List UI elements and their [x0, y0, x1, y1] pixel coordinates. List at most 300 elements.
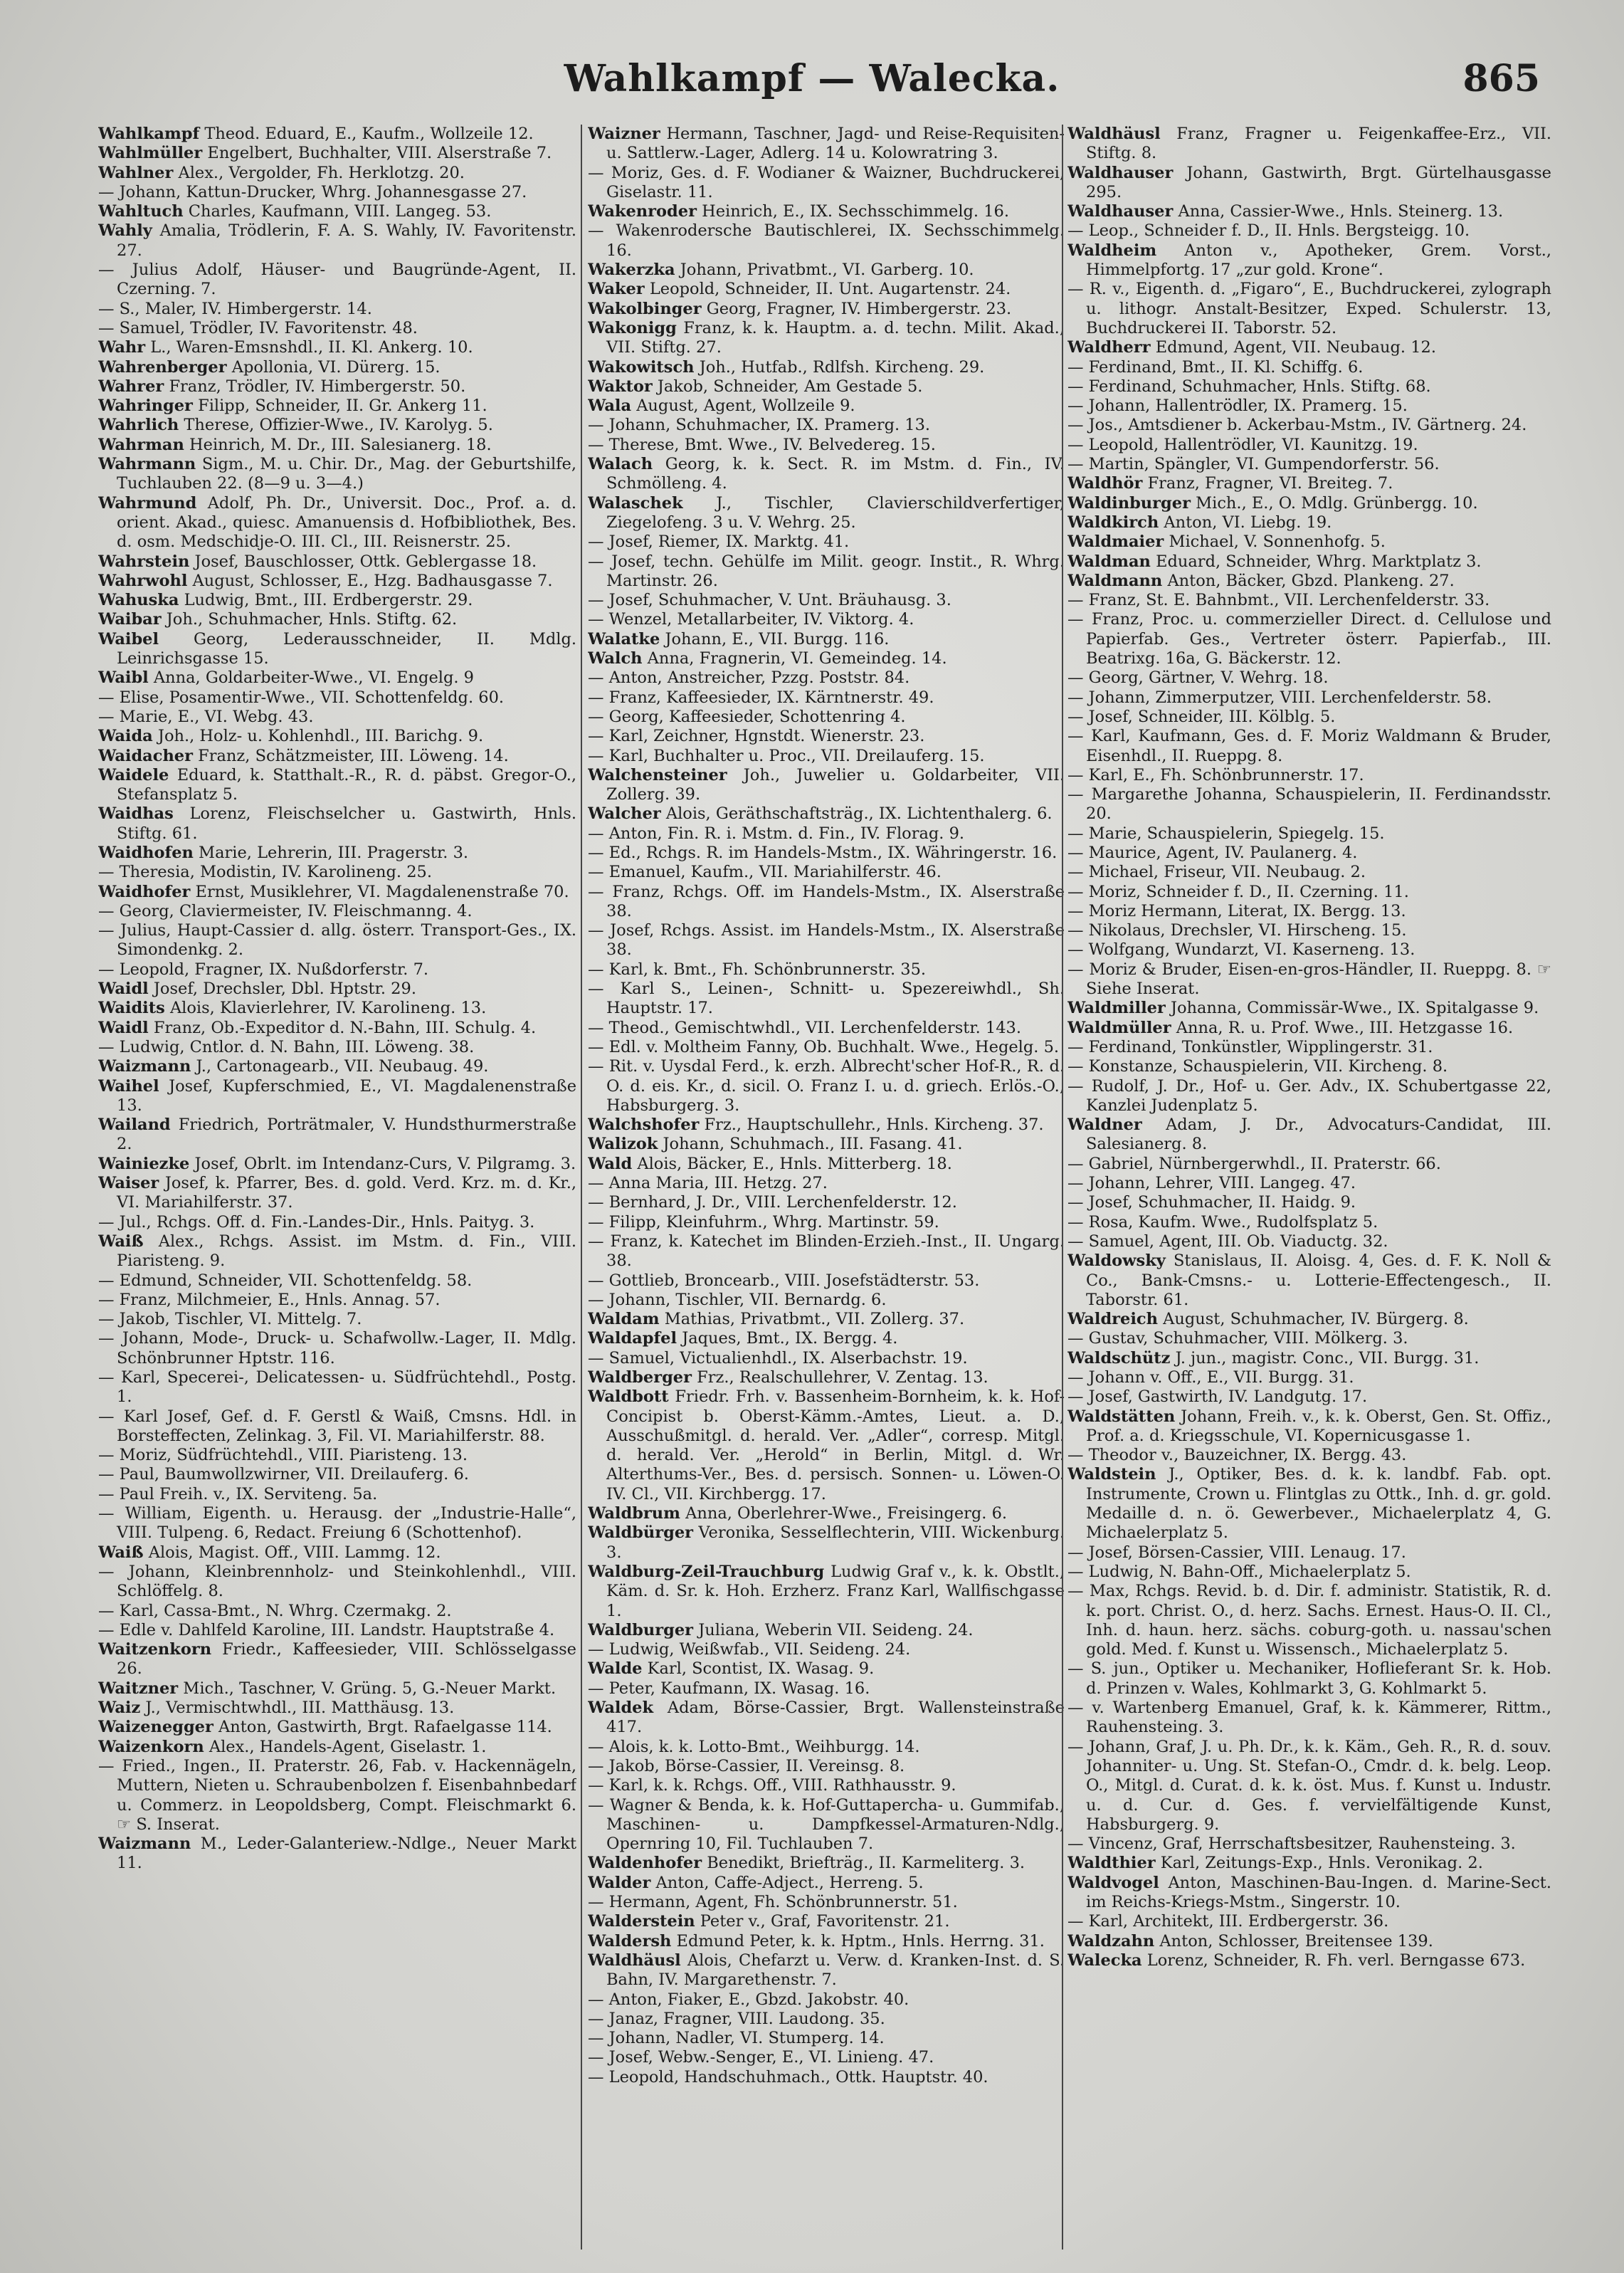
directory-entry — [588, 1912, 1065, 1931]
entry-details: Stanislaus, II. Aloisg. 4, Ges. d. F. K. Noll & Co., Bank-Cmsns.- u. Lotterie-Effectengesch., II. Taborstr. 61. — [1086, 1251, 1551, 1309]
entry-details: Josef, k. Pfarrer, Bes. d. gold. Verd. Krz. m. d. Kr., VI. Mariahilferstr. 37. — [117, 1174, 576, 1212]
directory-entry — [1067, 552, 1551, 572]
entry-details: — William, Eigenth. u. Herausg. der „Industrie-Halle“, VIII. Tulpeng. 6, Redact. Freiung 6 (Schottenhof). — [98, 1504, 576, 1543]
directory-entry — [98, 1291, 576, 1310]
page-number: 865 — [1462, 57, 1540, 100]
entry-surname: Waldbrum — [588, 1504, 680, 1523]
entry-details: — S. jun., Optiker u. Mechaniker, Hoflieferant Sr. k. Hob. d. Prinzen v. Wales, Kohlmarkt 3, G. Kohlmarkt 5. — [1067, 1659, 1551, 1698]
directory-entry — [98, 125, 576, 144]
entry-details: — Johann, Graf, J. u. Ph. Dr., k. k. Käm., Geh. R., R. d. souv. Johanniter- u. Ung. St. Stefan-O., Cmdr. d. k. belg. Leop. O., Mitgl. d. Curat. d. k. k. öst. Mus. f. Kunst u. Industr. u. d. Cur. d. Ges. f. vervielfältigende Kunst, Habsburgerg. 9. — [1067, 1737, 1551, 1834]
entry-details: — Ferdinand, Bmt., II. Kl. Schiffg. 6. — [1067, 357, 1364, 377]
directory-entry — [1067, 1232, 1551, 1251]
entry-surname: Waldhäusl — [588, 1951, 681, 1970]
entry-surname: Wakowitsch — [588, 357, 695, 377]
directory-entry — [588, 747, 1065, 766]
entry-surname: Walach — [588, 455, 653, 474]
directory-entry — [1067, 1174, 1551, 1193]
page-title: Wahlkampf — Walecka. — [564, 57, 1060, 100]
directory-entry — [1067, 863, 1551, 882]
entry-details: — Johann, Lehrer, VIII. Langeg. 47. — [1067, 1174, 1356, 1193]
entry-details: Adolf, Ph. Dr., Universit. Doc., Prof. a. d. orient. Akad., quiesc. Amanuensis d. Hofbibliothek, Bes. d. osm. Medschidje-O. III. Cl., III. Reisnerstr. 25. — [117, 493, 576, 552]
entry-surname: Waidacher — [98, 746, 193, 765]
directory-entry — [1067, 474, 1551, 493]
entry-details: — Anton, Fiaker, E., Gbzd. Jakobstr. 40. — [588, 1990, 909, 2009]
entry-details: Karl, Zeitungs-Exp., Hnls. Veronikag. 2. — [1160, 1854, 1483, 1873]
directory-entry — [588, 1640, 1065, 1659]
directory-entry — [588, 1115, 1065, 1135]
entry-details: — Josef, Rchgs. Assist. im Handels-Mstm., IX. Alserstraße 38. — [588, 921, 1065, 960]
entry-details: Anton, Caffe-Adject., Herreng. 5. — [655, 1873, 924, 1892]
directory-entry — [1067, 1465, 1551, 1543]
entry-details: Josef, Bauschlosser, Ottk. Geblergasse 18. — [194, 552, 537, 571]
entry-details: — Rosa, Kaufm. Wwe., Rudolfsplatz 5. — [1067, 1212, 1378, 1232]
entry-details: — Johann, Zimmerputzer, VIII. Lerchenfelderstr. 58. — [1067, 688, 1492, 707]
entry-surname: Walder — [588, 1873, 651, 1892]
entry-surname: Wahly — [98, 221, 152, 241]
directory-entry — [98, 416, 576, 435]
entry-surname: Waldberger — [588, 1368, 692, 1387]
entry-details: — Martin, Spängler, VI. Gumpendorferstr. 56. — [1067, 455, 1440, 474]
entry-surname: Wahr — [98, 338, 146, 357]
directory-entry — [98, 261, 576, 300]
entry-details: — Filipp, Kleinfuhrm., Whrg. Martinstr. 59. — [588, 1212, 939, 1232]
entry-details: — Johann, Kattun-Drucker, Whrg. Johannesgasse 27. — [98, 182, 527, 201]
directory-entry — [1067, 1329, 1551, 1348]
directory-entry — [1067, 708, 1551, 727]
entry-details: — Maurice, Agent, IV. Paulanerg. 4. — [1067, 843, 1358, 862]
entry-details: Anton, Maschinen-Bau-Ingen. d. Marine-Sect. im Reichs-Kriegs-Mstm., Singerstr. 10. — [1086, 1873, 1551, 1912]
directory-entry — [98, 183, 576, 202]
entry-surname: Waldhauser — [1067, 202, 1174, 221]
directory-entry — [1067, 1912, 1551, 1931]
entry-details: — Ferdinand, Schuhmacher, Hnls. Stiftg. 68. — [1067, 377, 1431, 396]
entry-surname: Waldhör — [1067, 474, 1143, 493]
directory-entry — [98, 358, 576, 377]
entry-details: — v. Wartenberg Emanuel, Graf, k. k. Kämmerer, Rittm., Rauhensteing. 3. — [1067, 1699, 1551, 1737]
entry-surname: Waldthier — [1067, 1854, 1156, 1873]
entry-details: Veronika, Sesselflechterin, VIII. Wickenburg. 3. — [606, 1523, 1065, 1562]
entry-details: — Karl, Buchhalter u. Proc., VII. Dreilauferg. 15. — [588, 746, 985, 765]
directory-entry — [588, 1232, 1065, 1271]
directory-entry — [98, 1465, 576, 1484]
directory-entry — [588, 1038, 1065, 1057]
entry-surname: Waizenegger — [98, 1718, 213, 1737]
directory-entry — [98, 1718, 576, 1737]
directory-entry — [98, 688, 576, 708]
directory-entry — [1067, 844, 1551, 863]
directory-entry — [588, 1679, 1065, 1699]
directory-entry — [588, 532, 1065, 552]
entry-details: Charles, Kaufmann, VIII. Langeg. 53. — [188, 202, 492, 221]
entry-surname: Wala — [588, 397, 632, 416]
directory-entry — [98, 397, 576, 416]
directory-entry — [588, 397, 1065, 416]
directory-entry — [1067, 1387, 1551, 1407]
entry-details: — Julius, Haupt-Cassier d. allg. österr. Transport-Ges., IX. Simondenkg. 2. — [98, 921, 576, 960]
entry-details: August, Schlosser, E., Hzg. Badhausgasse 7. — [192, 571, 553, 590]
entry-details: — Edle v. Dahlfeld Karoline, III. Landstr. Hauptstraße 4. — [98, 1620, 555, 1639]
entry-details: — Fried., Ingen., II. Praterstr. 26, Fab. v. Hackennägeln, Muttern, Nieten u. Schraubenbolzen f. Eisenbahnbedarf u. Commerz. in Leopoldsberg, Compt. Fleischmarkt 6. ☞ S. Inserat. — [98, 1756, 576, 1834]
directory-entry — [588, 1504, 1065, 1523]
directory-entry — [588, 125, 1065, 164]
entry-details: Mich., E., O. Mdlg. Grünbergg. 10. — [1196, 493, 1478, 513]
entry-surname: Waldman — [1067, 552, 1151, 571]
directory-entry — [98, 960, 576, 980]
entry-details: — Karl, Architekt, III. Erdbergerstr. 36. — [1067, 1912, 1389, 1931]
entry-details: — Josef, techn. Gehülfe im Milit. geogr. Instit., R. Whrg. Martinstr. 26. — [588, 552, 1065, 590]
directory-entry — [1067, 164, 1551, 203]
entry-details: — Therese, Bmt. Wwe., IV. Belvedereg. 15. — [588, 435, 936, 454]
directory-entry — [98, 221, 576, 261]
entry-details: — Michael, Friseur, VII. Neubaug. 2. — [1067, 863, 1366, 882]
entry-details: J., Optiker, Bes. d. k. k. landbf. Fab. opt. Instrumente, Crown u. Flintglas zu Ottk., Inh. d. gr. gold. Medaille d. n. ö. Gewerbever., Michaelerplatz 4, G. Michaelerplatz 5. — [1086, 1465, 1551, 1543]
entry-details: — Theresia, Modistin, IV. Karolineng. 25. — [98, 863, 432, 882]
entry-details: — Leopold, Hallentrödler, VI. Kaunitzg. 19. — [1067, 435, 1418, 454]
entry-details: Friedrich, Porträtmaler, V. Hundsthurmerstraße 2. — [117, 1115, 576, 1154]
entry-details: — Johann, Nadler, VI. Stumperg. 14. — [588, 2029, 885, 2048]
entry-details: — Karl S., Leinen-, Schnitt- u. Spezereiwhdl., Sh. Hauptstr. 17. — [588, 980, 1065, 1018]
entry-surname: Waldherr — [1067, 338, 1151, 357]
entry-details: Frz., Hauptschullehr., Hnls. Kircheng. 37. — [704, 1115, 1044, 1135]
directory-entry — [588, 844, 1065, 863]
entry-surname: Waldenhofer — [588, 1854, 702, 1873]
directory-entry — [98, 436, 576, 455]
entry-details: — Moriz, Ges. d. F. Wodianer & Waizner, Buchdruckerei, Giselastr. 11. — [588, 163, 1065, 201]
directory-entry — [98, 804, 576, 844]
directory-entry — [588, 202, 1065, 221]
entry-details: Alex., Vergolder, Fh. Herklotzg. 20. — [178, 163, 465, 182]
directory-entry — [1067, 940, 1551, 960]
directory-entry — [1067, 1193, 1551, 1212]
directory-entry — [98, 1699, 576, 1718]
entry-details: — Nikolaus, Drechsler, VI. Hirscheng. 15. — [1067, 921, 1407, 940]
entry-details: Mathias, Privatbmt., VII. Zollerg. 37. — [664, 1310, 965, 1329]
entry-details: Sigm., M. u. Chir. Dr., Mag. der Geburtshilfe, Tuchlauben 22. (8—9 u. 3—4.) — [117, 455, 576, 493]
entry-details: — Rudolf, J. Dr., Hof- u. Ger. Adv., IX. Schubertgasse 22, Kanzlei Judenplatz 5. — [1067, 1076, 1551, 1115]
directory-entry — [98, 863, 576, 882]
directory-entry — [588, 1193, 1065, 1212]
entry-details: — Moriz Hermann, Literat, IX. Bergg. 13. — [1067, 901, 1406, 920]
directory-entry — [98, 1038, 576, 1057]
directory-entry — [98, 319, 576, 338]
directory-entry — [588, 1990, 1065, 2010]
directory-entry — [588, 1329, 1065, 1348]
directory-entry — [98, 1271, 576, 1291]
directory-entry — [1067, 1874, 1551, 1913]
directory-entry — [98, 572, 576, 591]
entry-details: — Anna Maria, III. Hetzg. 27. — [588, 1174, 828, 1193]
entry-details: Ernst, Musiklehrer, VI. Magdalenenstraße 70. — [195, 882, 569, 901]
entry-surname: Waldmann — [1067, 571, 1163, 590]
entry-details: Hermann, Taschner, Jagd- und Reise-Requisiten- u. Sattlerw.-Lager, Adlerg. 14 u. Kolowratring 3. — [606, 125, 1065, 163]
entry-details: Anton, Gastwirth, Brgt. Rafaelgasse 114. — [218, 1718, 552, 1737]
entry-details: Therese, Offizier-Wwe., IV. Karolyg. 5. — [184, 416, 493, 435]
directory-entry — [1067, 766, 1551, 785]
entry-surname: Wahlner — [98, 163, 174, 182]
entry-details: Anton v., Apotheker, Grem. Vorst., Himmelpfortg. 17 „zur gold. Krone“. — [1086, 241, 1551, 280]
directory-entry — [1067, 727, 1551, 766]
entry-surname: Waldmüller — [1067, 1018, 1171, 1037]
entry-details: — Bernhard, J. Dr., VIII. Lerchenfelderstr. 12. — [588, 1193, 957, 1212]
directory-entry — [98, 1368, 576, 1407]
directory-entry — [98, 1329, 576, 1368]
entry-surname: Waibl — [98, 668, 149, 688]
directory-entry — [98, 1504, 576, 1543]
entry-details: Alois, Klavierlehrer, IV. Karolineng. 13. — [169, 999, 487, 1018]
directory-entry — [98, 377, 576, 397]
entry-details: — Karl, E., Fh. Schönbrunnerstr. 17. — [1067, 765, 1364, 784]
entry-details: — Gustav, Schuhmacher, VIII. Mölkerg. 3. — [1067, 1329, 1408, 1348]
entry-details: — Karl, Cassa-Bmt., N. Whrg. Czermakg. 2. — [98, 1601, 452, 1620]
entry-surname: Waldinburger — [1067, 493, 1191, 513]
directory-entry — [98, 1213, 576, 1232]
entry-surname: Wakolbinger — [588, 299, 702, 318]
directory-entry — [1067, 1834, 1551, 1854]
entry-surname: Waidhofer — [98, 882, 191, 901]
directory-entry — [1067, 1251, 1551, 1310]
entry-surname: Waktor — [588, 377, 653, 396]
entry-surname: Wahlmüller — [98, 144, 203, 163]
directory-entry — [98, 766, 576, 805]
entry-details: Heinrich, E., IX. Sechsschimmelg. 16. — [702, 202, 1010, 221]
entry-details: — Georg, Kaffeesieder, Schottenring 4. — [588, 707, 906, 726]
directory-entry — [588, 708, 1065, 727]
directory-entry — [588, 1271, 1065, 1291]
entry-surname: Walizok — [588, 1135, 658, 1154]
entry-details: J., Cartonagearb., VII. Neubaug. 49. — [196, 1057, 489, 1076]
directory-entry — [98, 455, 576, 494]
directory-entry — [588, 455, 1065, 494]
directory-entry — [98, 1232, 576, 1271]
directory-entry — [1067, 1543, 1551, 1563]
entry-details: Georg, k. k. Sect. R. im Mstm. d. Fin., IV. Schmölleng. 4. — [606, 455, 1065, 493]
directory-entry — [588, 1757, 1065, 1776]
entry-details: — Leop., Schneider f. D., II. Hnls. Bergsteigg. 10. — [1067, 221, 1470, 241]
directory-entry — [98, 980, 576, 999]
entry-surname: Wakonigg — [588, 318, 677, 337]
directory-entry — [588, 1951, 1065, 1990]
entry-details: — Josef, Schneider, III. Kölblg. 5. — [1067, 707, 1336, 726]
entry-surname: Wahrstein — [98, 552, 190, 571]
entry-surname: Waibar — [98, 610, 162, 629]
directory-entry — [588, 863, 1065, 882]
entry-details: Frz., Realschullehrer, V. Zentag. 13. — [697, 1368, 988, 1387]
directory-entry — [1067, 1563, 1551, 1582]
entry-details: — Leopold, Handschuhmach., Ottk. Hauptstr. 40. — [588, 2067, 988, 2086]
entry-surname: Walchensteiner — [588, 765, 727, 784]
entry-surname: Wainiezke — [98, 1154, 190, 1173]
entry-surname: Wahlkampf — [98, 125, 200, 143]
directory-entry — [588, 921, 1065, 960]
entry-details: — Edl. v. Moltheim Fanny, Ob. Buchhalt. Wwe., Hegelg. 5. — [588, 1037, 1060, 1056]
entry-surname: Waldam — [588, 1310, 660, 1329]
entry-details: Georg, Fragner, IV. Himbergerstr. 23. — [706, 299, 1012, 318]
entry-details: Juliana, Weberin VII. Seideng. 24. — [698, 1620, 974, 1639]
directory-entry — [588, 1738, 1065, 1757]
entry-details: — Emanuel, Kaufm., VII. Mariahilferstr. 46. — [588, 863, 942, 882]
directory-entry — [98, 1115, 576, 1155]
entry-surname: Wakenroder — [588, 202, 697, 221]
directory-entry — [1067, 1659, 1551, 1699]
directory-entry — [1067, 416, 1551, 435]
entry-surname: Wahltuch — [98, 202, 184, 221]
entry-surname: Waiz — [98, 1699, 141, 1718]
directory-entry — [588, 1349, 1065, 1368]
entry-details: Karl, Scontist, IX. Wasag. 9. — [647, 1659, 875, 1679]
entry-details: — Josef, Riemer, IX. Marktg. 41. — [588, 532, 850, 552]
entry-details: Heinrich, M. Dr., III. Salesianerg. 18. — [189, 435, 492, 454]
entry-surname: Waldmaier — [1067, 532, 1164, 552]
entry-details: — Ludwig, N. Bahn-Off., Michaelerplatz 5. — [1067, 1562, 1411, 1581]
directory-entry — [98, 708, 576, 727]
entry-details: — Ludwig, Cntlor. d. N. Bahn, III. Löweng. 38. — [98, 1037, 475, 1056]
entry-surname: Waldvogel — [1067, 1873, 1159, 1892]
directory-entry — [98, 338, 576, 357]
directory-entry — [588, 1387, 1065, 1504]
entry-details: — Marie, Schauspielerin, Spiegelg. 15. — [1067, 824, 1385, 843]
entry-surname: Waldkirch — [1067, 513, 1159, 532]
entry-details: Anna, Fragnerin, VI. Gemeindeg. 14. — [647, 649, 947, 668]
entry-surname: Waldheim — [1067, 241, 1157, 260]
directory-entry — [98, 1640, 576, 1679]
directory-entry — [98, 999, 576, 1018]
directory-entry — [588, 610, 1065, 629]
directory-entry — [98, 300, 576, 319]
entry-details: Johann, E., VII. Burgg. 116. — [665, 629, 890, 649]
entry-details: — Josef, Webw.-Senger, E., VI. Linieng. 47. — [588, 2048, 934, 2067]
entry-details: — Anton, Anstreicher, Pzzg. Poststr. 84. — [588, 668, 910, 688]
directory-entry — [588, 300, 1065, 319]
directory-entry — [588, 552, 1065, 592]
entry-details: Eduard, k. Statthalt.-R., R. d. päbst. Gregor-O., Stefansplatz 5. — [117, 765, 576, 804]
entry-details: — Jos., Amtsdiener b. Ackerbau-Mstm., IV. Gärtnerg. 24. — [1067, 416, 1527, 435]
entry-surname: Waldzahn — [1067, 1931, 1155, 1951]
entry-details: Anna, Cassier-Wwe., Hnls. Steinerg. 13. — [1178, 202, 1504, 221]
entry-details: — R. v., Eigenth. d. „Figaro“, E., Buchdruckerei, zylograph u. lithogr. Anstalt-Besitzer, Exped. Schulerstr. 13, Buchdruckerei II. Taborstr. 52. — [1067, 280, 1551, 337]
entry-details: — Marie, E., VI. Webg. 43. — [98, 707, 314, 726]
entry-surname: Waldek — [588, 1699, 654, 1718]
entry-details: Joh., Juwelier u. Goldarbeiter, VII. Zollerg. 39. — [606, 765, 1065, 804]
entry-surname: Waldersh — [588, 1931, 672, 1951]
directory-entry — [1067, 1155, 1551, 1174]
entry-details: — Karl, k. Bmt., Fh. Schönbrunnerstr. 35. — [588, 960, 927, 979]
directory-entry — [588, 1057, 1065, 1115]
directory-entry — [588, 416, 1065, 435]
entry-surname: Wahrwohl — [98, 571, 188, 590]
entry-details: August, Agent, Wollzeile 9. — [636, 397, 855, 416]
entry-surname: Waibel — [98, 629, 159, 649]
entry-details: Johann, Schuhmach., III. Fasang. 41. — [663, 1135, 963, 1154]
entry-surname: Wald — [588, 1154, 633, 1173]
entry-details: — Elise, Posamentir-Wwe., VII. Schottenfeldg. 60. — [98, 688, 505, 707]
directory-entry — [1067, 1854, 1551, 1873]
directory-entry — [98, 1407, 576, 1447]
entry-details: — Karl Josef, Gef. d. F. Gerstl & Waiß, Cmsns. Hdl. in Borsteffecten, Zelinkag. 3, Fil. VI. Mariahilferstr. 88. — [98, 1407, 576, 1445]
directory-entry — [588, 1135, 1065, 1154]
entry-details: Mich., Taschner, V. Grüng. 5, G.-Neuer Markt. — [183, 1679, 557, 1698]
directory-entry — [1067, 999, 1551, 1018]
entry-details: Amalia, Trödlerin, F. A. S. Wahly, IV. Favoritenstr. 27. — [117, 221, 576, 260]
directory-entry — [98, 921, 576, 960]
entry-details: — Julius Adolf, Häuser- und Baugründe-Agent, II. Czerning. 7. — [98, 261, 576, 299]
entry-details: Adam, J. Dr., Advocaturs-Candidat, III. Salesianerg. 8. — [1086, 1115, 1551, 1154]
directory-entry — [588, 1893, 1065, 1912]
entry-details: — Josef, Schuhmacher, II. Haidg. 9. — [1067, 1193, 1356, 1212]
entry-surname: Wahrmund — [98, 493, 197, 513]
entry-details: — Karl, Specerei-, Delicatessen- u. Südfrüchtehdl., Postg. 1. — [98, 1368, 576, 1407]
directory-entry — [588, 688, 1065, 708]
directory-entry — [588, 1776, 1065, 1795]
entry-surname: Waizmann — [98, 1057, 191, 1076]
entry-surname: Wahrman — [98, 435, 184, 454]
directory-entry — [588, 960, 1065, 980]
entry-details: — Wagner & Benda, k. k. Hof-Guttapercha- u. Gummifab., Maschinen- u. Dampfkessel-Armaturen-Ndlg., Opernring 10, Fil. Tuchlauben 7. — [588, 1795, 1065, 1854]
entry-details: August, Schuhmacher, IV. Bürgerg. 8. — [1163, 1310, 1469, 1329]
entry-surname: Waldburger — [588, 1620, 694, 1639]
directory-entry — [588, 261, 1065, 280]
entry-details: Johanna, Commissär-Wwe., IX. Spitalgasse 9. — [1170, 999, 1539, 1018]
entry-surname: Walchshofer — [588, 1115, 700, 1135]
entry-details: — Janaz, Fragner, VIII. Laudong. 35. — [588, 2009, 885, 2028]
entry-details: Josef, Drechsler, Dbl. Hptstr. 29. — [153, 980, 416, 999]
entry-details: J., Vermischtwhdl., III. Matthäusg. 13. — [145, 1699, 455, 1718]
column-divider — [581, 125, 582, 2250]
entry-details: Franz, Trödler, IV. Himbergerstr. 50. — [169, 377, 466, 396]
directory-entry — [98, 1834, 576, 1874]
directory-entry — [1067, 824, 1551, 844]
entry-details: Engelbert, Buchhalter, VIII. Alserstraße 7. — [207, 144, 552, 163]
entry-surname: Waldstätten — [1067, 1407, 1176, 1426]
entry-details: — Moriz, Südfrüchtehdl., VIII. Piaristeng. 13. — [98, 1446, 468, 1465]
entry-details: Eduard, Schneider, Whrg. Marktplatz 3. — [1156, 552, 1482, 571]
directory-entry — [588, 980, 1065, 1019]
entry-details: Franz, Schätzmeister, III. Löweng. 14. — [198, 746, 509, 765]
entry-details: Johann, Freih. v., k. k. Oberst, Gen. St. Offiz., Prof. a. d. Kriegsschule, VI. Kopernicusgasse 1. — [1086, 1407, 1551, 1445]
entry-details: Anton, Schlosser, Breitensee 139. — [1159, 1931, 1433, 1951]
entry-details: — Jakob, Tischler, VI. Mittelg. 7. — [98, 1310, 362, 1329]
entry-surname: Waizenkorn — [98, 1737, 204, 1756]
entry-surname: Wailand — [98, 1115, 171, 1135]
directory-entry — [588, 1310, 1065, 1329]
entry-details: L., Waren-Emsnshdl., II. Kl. Ankerg. 10. — [150, 338, 473, 357]
entry-details: — Leopold, Fragner, IX. Nußdorferstr. 7. — [98, 960, 429, 979]
entry-details: Franz, Ob.-Expeditor d. N.-Bahn, III. Schulg. 4. — [153, 1018, 537, 1037]
entry-details: Anna, R. u. Prof. Wwe., III. Hetzgasse 16. — [1176, 1018, 1514, 1037]
entry-surname: Waldbott — [588, 1387, 669, 1407]
directory-entry — [98, 1543, 576, 1563]
directory-entry — [98, 902, 576, 921]
directory-entry — [588, 494, 1065, 533]
entry-details: Apollonia, VI. Dürerg. 15. — [231, 357, 441, 377]
entry-details: Adam, Börse-Cassier, Brgt. Wallensteinstraße 417. — [606, 1699, 1065, 1737]
directory-entry — [588, 377, 1065, 397]
entry-details: — Vincenz, Graf, Herrschaftsbesitzer, Rauhensteing. 3. — [1067, 1834, 1516, 1854]
entry-surname: Walaschek — [588, 493, 683, 513]
entry-details: Leopold, Schneider, II. Unt. Augartenstr. 24. — [649, 280, 1011, 299]
directory-entry — [1067, 1057, 1551, 1076]
entry-surname: Waizmann — [98, 1834, 191, 1854]
entry-surname: Waiß — [98, 1232, 144, 1251]
column-divider — [1062, 125, 1063, 2250]
directory-entry — [1067, 1446, 1551, 1465]
entry-details: Theod. Eduard, E., Kaufm., Wollzeile 12. — [204, 125, 534, 143]
entry-surname: Wahrenberger — [98, 357, 227, 377]
directory-entry — [98, 1057, 576, 1076]
directory-entry — [588, 1699, 1065, 1738]
directory-entry — [588, 591, 1065, 610]
entry-surname: Wakerzka — [588, 261, 675, 280]
entry-surname: Waldhäusl — [1067, 125, 1161, 143]
